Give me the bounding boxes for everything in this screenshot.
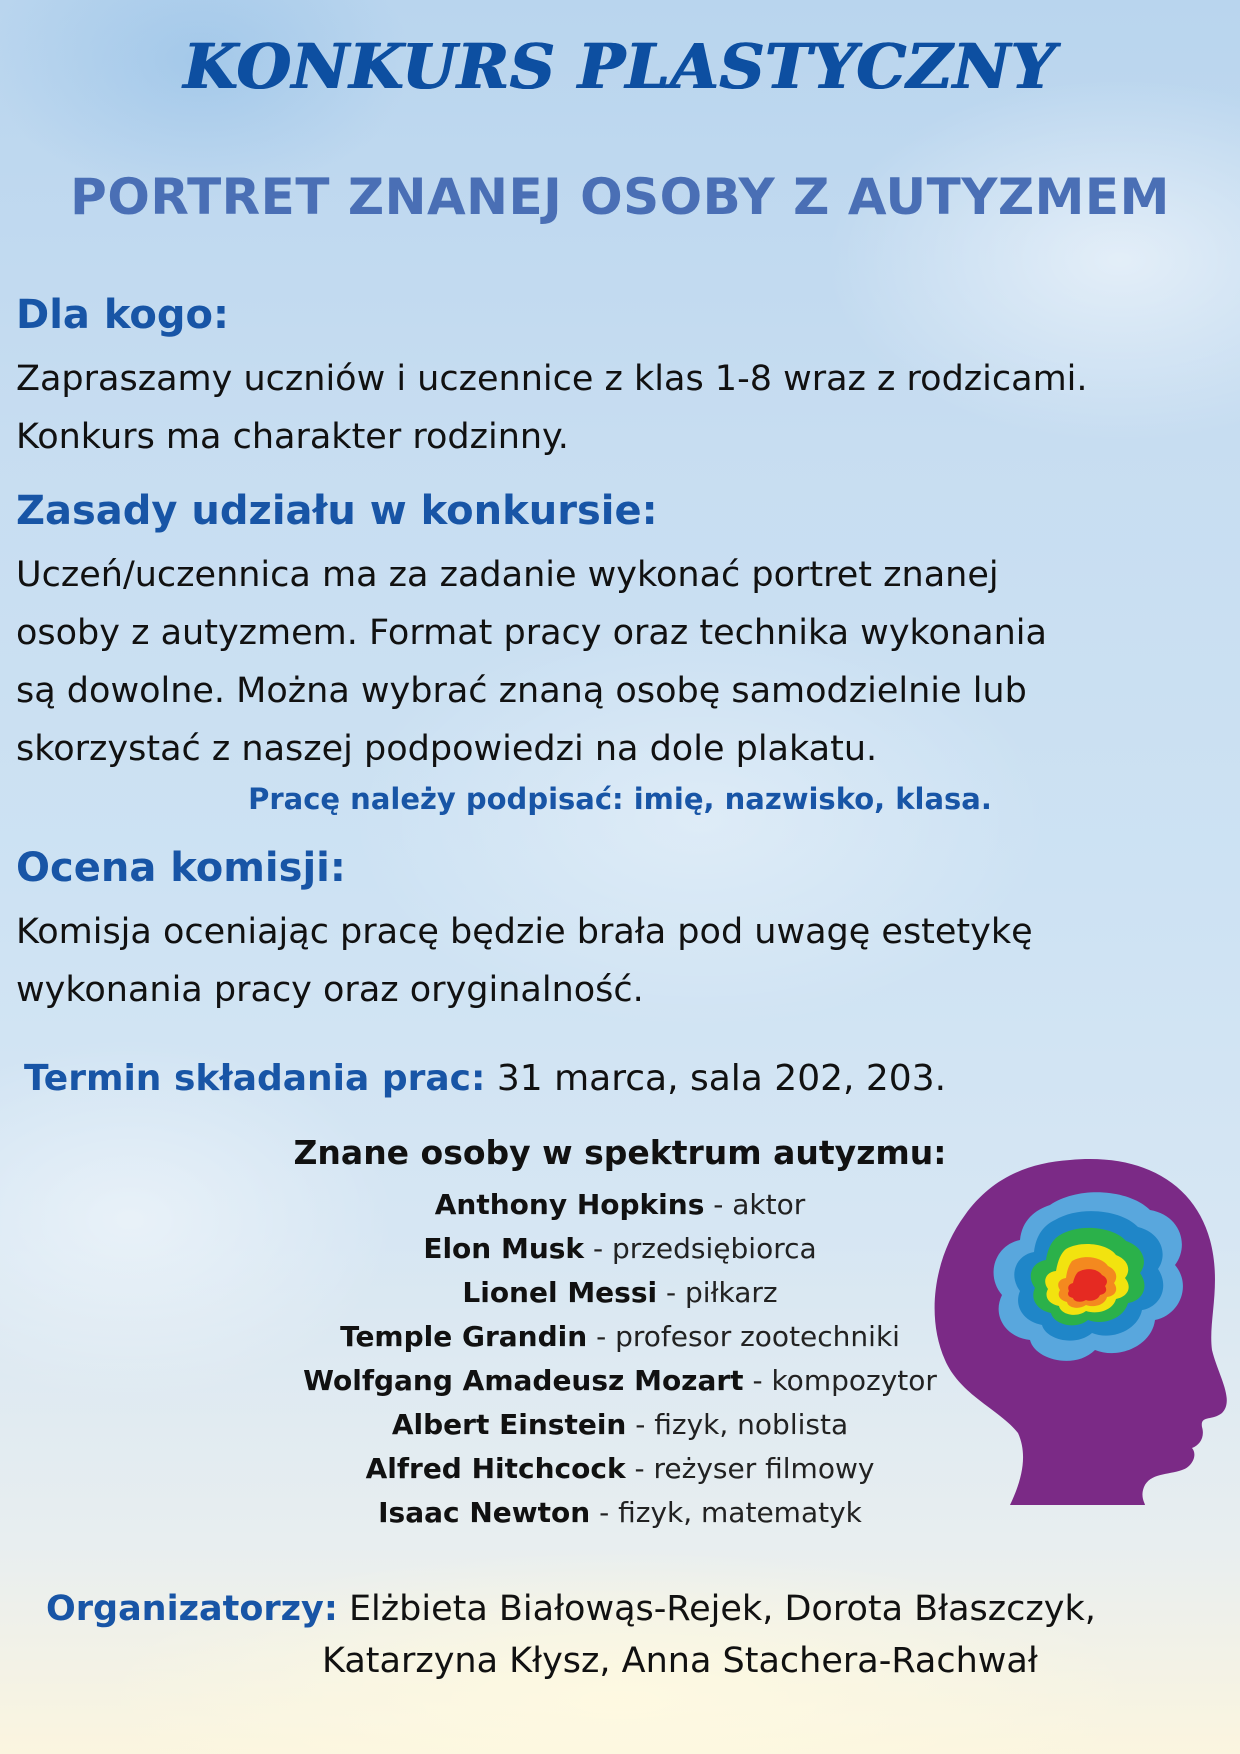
person-role: - kompozytor <box>743 1364 937 1397</box>
deadline-value: 31 marca, sala 202, 203. <box>485 1058 947 1099</box>
deadline-label: Termin składania prac: <box>24 1058 486 1099</box>
person-role: - profesor zootechniki <box>587 1320 900 1353</box>
organizers-line2: Katarzyna Kłysz, Anna Stachera-Rachwał <box>322 1641 1038 1681</box>
organizers <box>46 1583 1096 1687</box>
evaluation-line: Komisja oceniając pracę będzie brała pod uwagę estetykę <box>16 912 1033 952</box>
person-name: Wolfgang Amadeusz Mozart <box>303 1364 744 1397</box>
person-role: - reżyser filmowy <box>625 1452 875 1485</box>
rules-line: Uczeń/uczennica ma za zadanie wykonać portret znanej <box>16 555 999 595</box>
person-name: Anthony Hopkins <box>434 1188 705 1221</box>
rules-line: osoby z autyzmem. Format pracy oraz technika wykonania <box>16 613 1047 653</box>
evaluation-heading: Ocena komisji: <box>16 845 346 891</box>
deadline <box>24 1058 946 1099</box>
who-line: Zapraszamy uczniów i uczennice z klas 1-8 wraz z rodzicami. <box>16 359 1088 399</box>
person-name: Temple Grandin <box>340 1320 588 1353</box>
person-role: - fizyk, matematyk <box>590 1496 862 1529</box>
person-role: - fizyk, noblista <box>626 1408 849 1441</box>
evaluation-line: wykonania pracy oraz oryginalność. <box>16 970 644 1010</box>
organizers-label: Organizatorzy: <box>46 1589 338 1629</box>
rules-text <box>16 546 1226 778</box>
famous-heading: Znane osoby w spektrum autyzmu: <box>293 1133 947 1172</box>
person-role: - przedsiębiorca <box>584 1232 817 1265</box>
poster-subtitle: PORTRET ZNANEJ OSOBY Z AUTYZMEM <box>70 168 1170 226</box>
head-profile-rainbow-brain-icon <box>930 1155 1230 1505</box>
who-heading: Dla kogo: <box>16 292 229 338</box>
person-role: - piłkarz <box>657 1276 778 1309</box>
rules-heading: Zasady udziału w konkursie: <box>16 488 658 534</box>
organizers-line1: Elżbieta Białowąs-Rejek, Dorota Błaszczyk, <box>337 1589 1096 1629</box>
person-name: Lionel Messi <box>462 1276 658 1309</box>
person-name: Alfred Hitchcock <box>365 1452 626 1485</box>
rules-line: skorzystać z naszej podpowiedzi na dole plakatu. <box>16 729 878 769</box>
person-name: Albert Einstein <box>391 1408 627 1441</box>
person-name: Isaac Newton <box>378 1496 591 1529</box>
sign-note: Pracę należy podpisać: imię, nazwisko, klasa. <box>248 782 992 816</box>
who-text <box>16 350 1226 466</box>
person-name: Elon Musk <box>423 1232 585 1265</box>
evaluation-text <box>16 903 1226 1019</box>
person-role: - aktor <box>704 1188 806 1221</box>
poster-title: KONKURS PLASTYCZNY <box>183 30 1057 103</box>
who-line: Konkurs ma charakter rodzinny. <box>16 417 569 457</box>
rules-line: są dowolne. Można wybrać znaną osobę samodzielnie lub <box>16 671 1027 711</box>
